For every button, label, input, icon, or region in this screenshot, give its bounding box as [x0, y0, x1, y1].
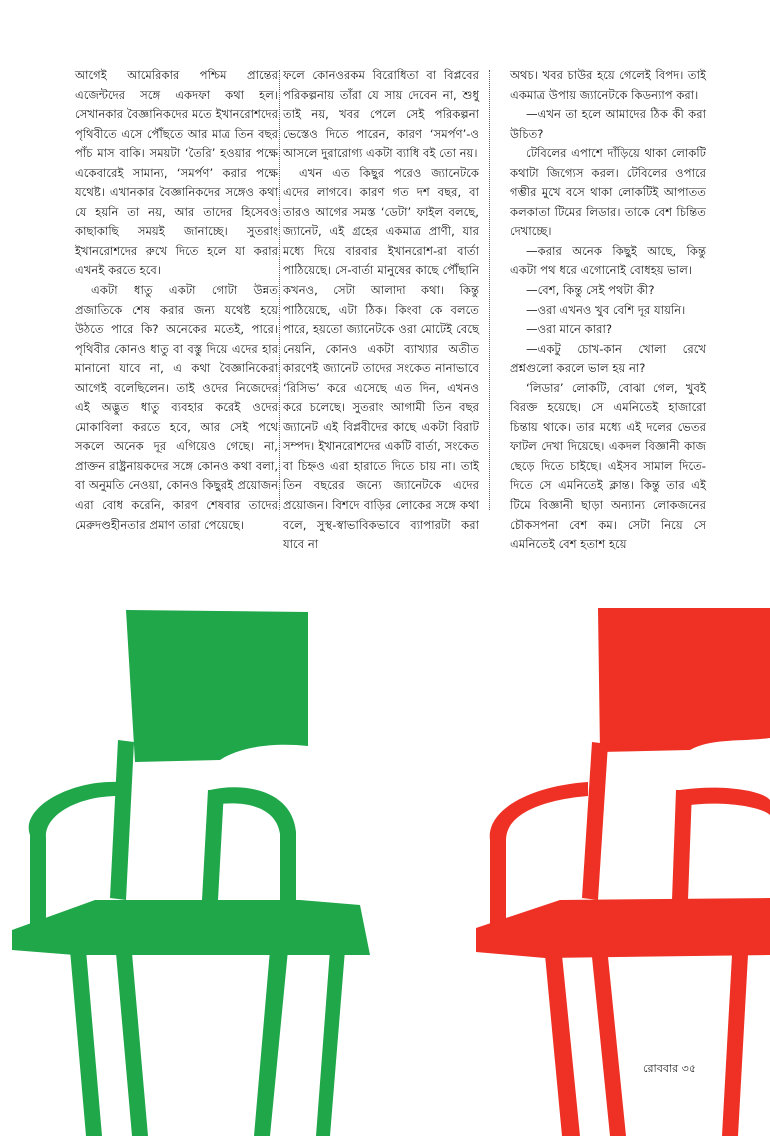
- green-chair-illustration: [12, 610, 370, 1136]
- article-paragraph: —এখন তা হলে আমাদের ঠিক কী করা উচিত?: [510, 107, 706, 141]
- red-chair-illustration: [476, 608, 770, 1136]
- article-paragraph: এখন এত কিছুর পরেও জ্যানেটকে এদের লাগবে। কারণ গত দশ বছর, বা তারও আগের সমস্ত ‘ডেটা’ ফাইল বলছে, জ্যানেট, এই গ্রহের একমাত্র প্রাণী, যার মধ্যে দিয়ে বারবার ইখানরোশ-রা বার্তা পাঠিয়েছে। সে-বার্তা মানুষের কাছে পৌঁছানি কখনও, সেটা আলাদা কথা। কিন্তু পাঠিয়েছে, এটা ঠিক। কিংবা কে বলতে পারে, হয়তো জ্যানেটকে ওরা মোটেই বেছে নেয়নি, কোনও একটা ব্যাখ্যার অতীত কারণেই জ্যানেট তাদের সংকেত নানাভাবে ‘রিসিভ’ করে এসেছে এত দিন, এখনও করে চলেছে। সুতরাং আগামী তিন বছর জ্যানেট এই বিপ্লবীদের কাছে একটা বিরাট সম্পদ। ইখানরোশদের একটি বার্তা, সংকেত বা চিহ্নও এরা হারাতে দিতে চায় না। তাই তিন বছরের জন্যে জ্যানেটকে এদের প্রয়োজন। বিশদে বাড়ির লোকের সঙ্গে কথা বলে, সুস্থ-স্বাভাবিকভাবে ব্যাপারটা করা যাবে না: [283, 165, 479, 552]
- article-paragraph: ফলে কোনওরকম বিরোধিতা বা বিপ্লবের পরিকল্পনায় তাঁরা যে সায় দেবেন না, শুধু তাই নয়, খবর পেলে সেই পরিকল্পনা ভেস্তেও দিতে পারেন, কারণ ‘সমর্পণ’-ও আসলে দুরারোগ্য একটা ব্যাধি বই তো নয়।: [283, 68, 479, 161]
- page-folio: রোববার ৩৫: [643, 1062, 696, 1075]
- article-paragraph: ‘লিডার’ লোকটি, বোঝা গেল, খুবই বিরক্ত হয়েছে। সে এমনিতেই হাজারো চিন্তায় থাকে। তার মধ্যে এই দলের ভেতর ফাটল দেখা দিয়েছে। একদল বিজ্ঞানী কাজ ছেড়ে দিতে চাইছে। এইসব সামাল দিতে-দিতে সে এমনিতেই ক্লান্ত। কিন্তু তার এই টিমে বিজ্ঞানী ছাড়া অন্যান্য লোকজনের চৌকসপনা বেশ কম। সেটা নিয়ে সে এমনিতেই বেশ হতাশ হয়ে: [510, 380, 706, 552]
- article-column-1: [75, 66, 278, 532]
- article-paragraph: আগেই আমেরিকার পশ্চিম প্রান্তের এজেন্টদের সঙ্গে একদফা কথা হল। সেখানকার বৈজ্ঞানিকদের মতে ইখানরোশদের পৃথিবীতে এসে পৌঁছতে আর মাত্র তিন বছর পাঁচ মাস বাকি। সময়টা ‘তৈরি’ হওয়ার পক্ষে একেবারেই সামান্য, ‘সমর্পণ’ করার পক্ষে যথেষ্ট। এখানকার বৈজ্ঞানিকদের সঙ্গেও কথা যে হয়নি তা নয়, আর তাদের হিসেবও কাছাকাছি সময়ই জানাচ্ছে। সুতরাং ইখানরোশদের রুখে দিতে হলে যা করার এখনই করতে হবে।: [75, 68, 278, 278]
- article-paragraph: —বেশ, কিন্তু সেই পথটা কী?: [526, 283, 655, 298]
- article-paragraph: একটা ধাতু একটা গোটা উন্নত প্রজাতিকে শেষ করার জন্য যথেষ্ট হয়ে উঠতে পারে কি? অনেকের মতেই, পারে। পৃথিবীর কোনও ধাতু বা বস্তু দিয়ে এদের হার মানানো যাবে না, এ কথা বৈজ্ঞানিকেরা আগেই বলেছিলেন। তাই ওদের নিজেদের এই অদ্ভুত ধাতু ব্যবহার করেই ওদের মোকাবিলা করতে হবে, আর সেই পথে সকলে অনেক দূর এগিয়েও গেছে। না, প্রাক্তন রাষ্ট্রনায়কদের সঙ্গে কোনও কথা বলা, বা অনুমতি নেওয়া, কোনও কিছুরই প্রয়োজন এরা বোধ করেনি, কারণ শেষবার তাদের মেরুদণ্ডহীনতার প্রমাণ তারা পেয়েছে।: [75, 283, 278, 532]
- article-column-3: [510, 66, 706, 552]
- article-column-2: [283, 66, 479, 552]
- article-paragraph: অথচ। খবর চাউর হয়ে গেলেই বিপদ। তাই একমাত্র উপায় জ্যানেটকে কিডন্যাপ করা।: [510, 68, 706, 102]
- article-paragraph: টেবিলের এপাশে দাঁড়িয়ে থাকা লোকটি কথাটা জিগ্যেস করল। টেবিলের ওপারে গম্ভীর মুখে বসে থাকা লোকটিই আপাতত কলকাতা টিমের লিডার। তাকে বেশ চিন্তিত দেখাচ্ছে।: [510, 146, 706, 239]
- column-divider: [489, 70, 490, 510]
- article-paragraph: —ওরা এখনও খুব বেশি দূর যায়নি।: [526, 302, 686, 317]
- chairs-illustration: [0, 600, 770, 1136]
- article-paragraph: —একটু চোখ-কান খোলা রেখে প্রশ্নগুলো করলে ভাল হয় না?: [510, 341, 706, 376]
- article-paragraph: —করার অনেক কিছুই আছে, কিন্তু একটা পথ ধরে এগোনোই বোধহয় ভাল।: [510, 243, 706, 278]
- article-paragraph: —ওরা মানে কারা?: [526, 322, 612, 337]
- column-divider: [279, 70, 280, 510]
